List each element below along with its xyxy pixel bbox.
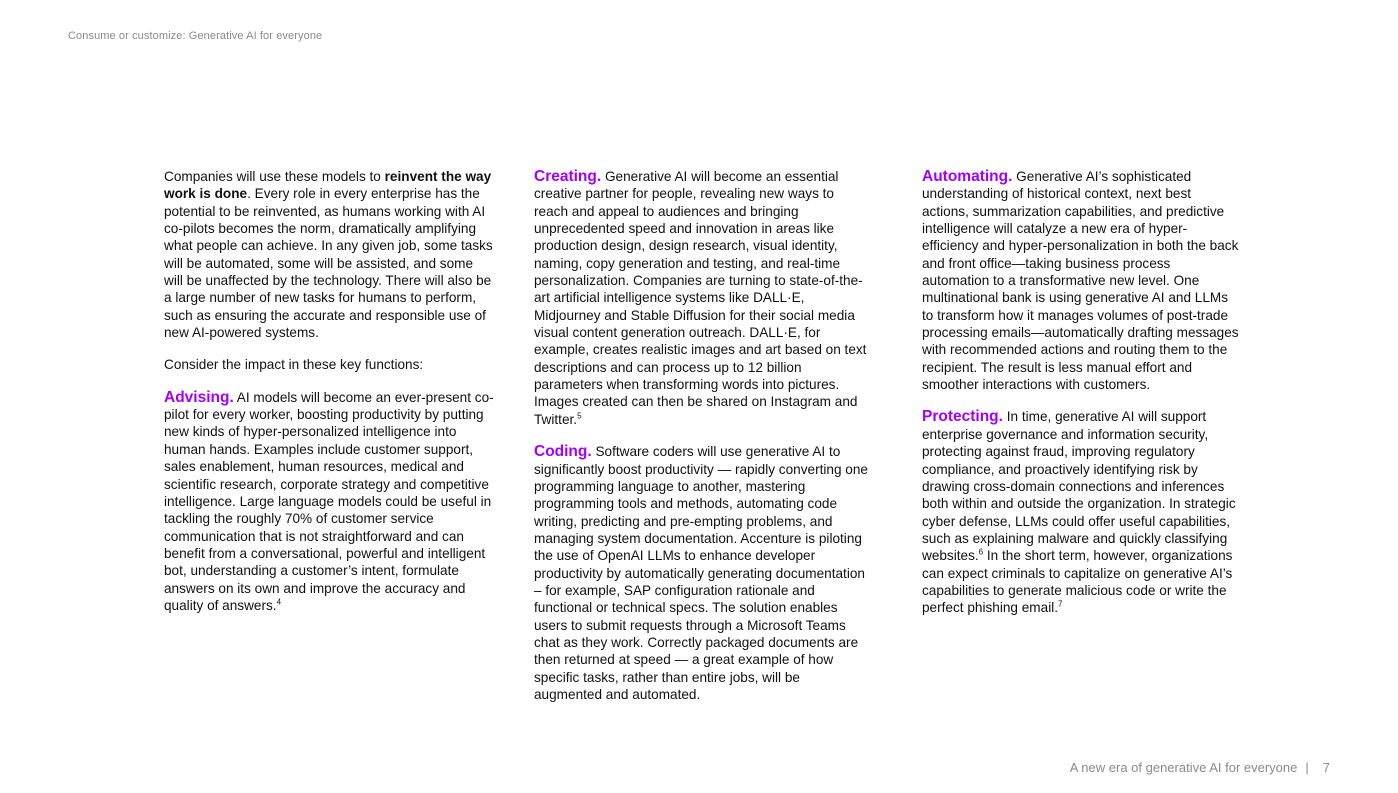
advising-paragraph <box>164 389 494 614</box>
automating-heading: Automating. <box>922 168 1013 185</box>
intro-text-rest: . Every role in every enterprise has the potential to be reinvented, as humans working with AI co-pilots becomes the norm, dramatically amplifying what people can achieve. In any given job, some tasks will be automated, some will be assisted, and some will be unaffected by the technology. There will also be a large number of new tasks for humans to perform, such as ensuring the accurate and responsible use of new AI-powered systems. <box>164 186 493 341</box>
coding-paragraph <box>534 443 870 703</box>
footnote-ref: 6 <box>978 547 984 557</box>
automating-paragraph <box>922 168 1240 393</box>
protecting-heading: Protecting. <box>922 408 1003 426</box>
protecting-paragraph <box>922 408 1240 616</box>
footnote-ref: 7 <box>1058 599 1063 609</box>
footer-separator: | <box>1305 760 1309 775</box>
column-1 <box>164 168 494 614</box>
footnote-ref: 4 <box>276 597 282 607</box>
column-2 <box>534 168 870 703</box>
automating-body: Generative AI’s sophisticated understanding of historical context, next best actions, summarization capabilities, and predictive intelligence will catalyze a new era of hyper-efficiency and hyper-personalization in both the back and front office—taking business process automation to a transformative new level. One multinational bank is using generative AI and LLMs to transform how it manages volumes of post-trade processing emails—automatically drafting messages with recommended actions and routing them to the recipient. The result is less manual effort and smoother interactions with customers. <box>922 169 1239 393</box>
footer-title: A new era of generative AI for everyone <box>1069 760 1298 775</box>
creating-paragraph <box>534 168 870 428</box>
running-header: Consume or customize: Generative AI for everyone <box>68 30 323 42</box>
coding-heading: Coding. <box>534 443 592 461</box>
intro-emphasis: reinvent the way work is done <box>164 169 492 202</box>
coding-body: Software coders will use generative AI to significantly boost productivity — rapidly converting one programming language to another, mastering programming tools and methods, automating code writing, predicting and pre-empting problems, and managing system documentation. Accenture is piloting the use of OpenAI LLMs to enhance developer productivity by automatically generating documentation – for example, SAP configuration rationale and functional or technical specs. The solution enables users to submit requests through a Microsoft Teams chat as they work. Correctly packaged documents are then returned at speed — a great example of how specific tasks, rather than entire jobs, will be augmented and automated. <box>534 444 868 702</box>
footnote-ref: 5 <box>577 411 582 421</box>
intro-text: Companies will use these models to <box>164 169 385 184</box>
intro-paragraph <box>164 168 494 341</box>
page-footer <box>1070 760 1330 775</box>
advising-heading: Advising. <box>164 388 234 406</box>
creating-body: Generative AI will become an essential creative partner for people, revealing new ways to reach and appeal to audiences and bringing unprecedented speed and innovation in areas like production design, design research, visual identity, naming, copy generation and testing, and real-time personalization. Companies are turning to state-of-the-art artificial intelligence systems like DALL·E, Midjourney and Stable Diffusion for their social media visual content generation outreach. DALL·E, for example, creates realistic images and art based on text descriptions and can process up to 12 billion parameters when transforming words into pictures. Images created can then be shared on Instagram and Twitter. <box>534 169 867 427</box>
protecting-body: In time, generative AI will support enterprise governance and information security, protecting against fraud, improving regulatory compliance, and proactively identifying risk by drawing cross-domain connections and inferences both within and outside the organization. In strategic cyber defense, LLMs could offer useful capabilities, such as explaining malware and quickly classifying websites. <box>922 409 1236 564</box>
protecting-body-continued: In the short term, however, organizations can expect criminals to capitalize on generative AI’s capabilities to generate malicious code or write the perfect phishing email. <box>922 548 1233 616</box>
column-3 <box>922 168 1240 617</box>
creating-heading: Creating. <box>534 168 602 185</box>
consider-paragraph: Consider the impact in these key functions: <box>164 357 424 373</box>
advising-body: AI models will become an ever-present co-pilot for every worker, boosting productivity by putting new kinds of hyper-personalized intelligence into human hands. Examples include customer support, sales enablement, human resources, medical and scientific research, corporate strategy and competitive intelligence. Large language models could be useful in tackling the roughly 70% of customer service communication that is not straightforward and can benefit from a conversational, powerful and intelligent bot, understanding a customer’s intent, formulate answers on its own and improve the accuracy and quality of answers. <box>164 389 494 613</box>
page-number: 7 <box>1322 760 1330 775</box>
